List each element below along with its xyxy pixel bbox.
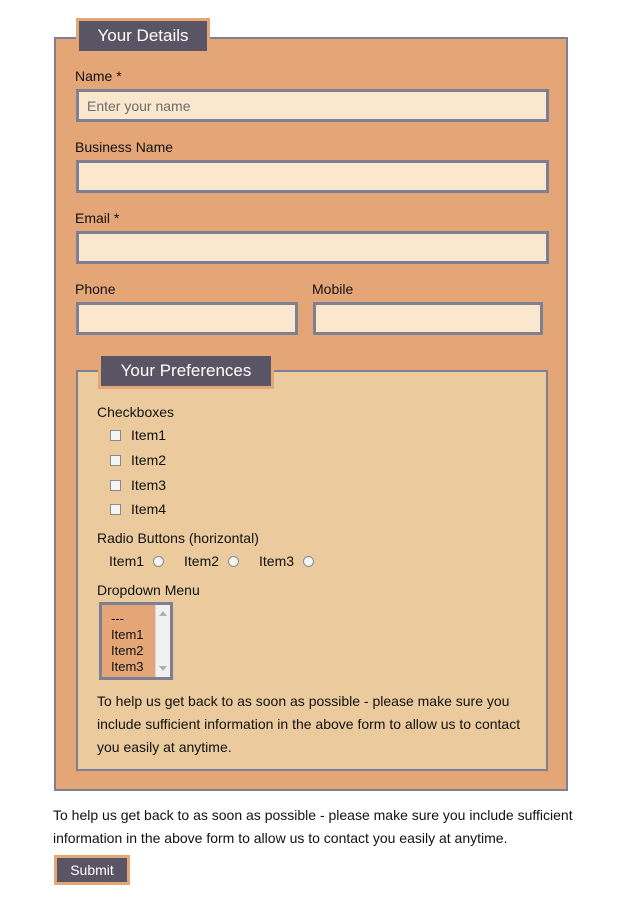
submit-button[interactable]: Submit — [54, 855, 130, 885]
checkbox-item2-label: Item2 — [131, 452, 167, 468]
email-label: Email * — [75, 210, 120, 226]
dropdown-menu-listbox[interactable] — [99, 602, 173, 680]
radio-option-item2 — [184, 553, 239, 569]
radio-item2-label: Item2 — [184, 553, 220, 569]
preferences-help-text: To help us get back to as soon as possible - please make sure you include sufficient information in the above form to allow us to contact you easily at anytime. — [97, 693, 521, 755]
checkbox-item3[interactable] — [110, 480, 121, 491]
dropdown-menu-label: Dropdown Menu — [97, 582, 200, 598]
radio-option-item3 — [259, 553, 314, 569]
name-label: Name * — [75, 68, 122, 84]
your-preferences-legend: Your Preferences — [98, 353, 274, 389]
scroll-up-arrow-icon[interactable] — [159, 611, 167, 616]
checkbox-item4-label: Item4 — [131, 501, 167, 517]
radio-item3[interactable] — [303, 556, 314, 567]
mobile-input[interactable] — [313, 302, 543, 335]
radio-option-item1 — [109, 553, 164, 569]
phone-label: Phone — [75, 281, 116, 297]
radio-item3-label: Item3 — [259, 553, 295, 569]
checkbox-row-item4 — [110, 501, 166, 517]
dropdown-option-blank[interactable]: --- — [111, 611, 124, 626]
dropdown-option-item3[interactable]: Item3 — [111, 659, 144, 674]
dropdown-option-item2[interactable]: Item2 — [111, 643, 144, 658]
mobile-label: Mobile — [312, 281, 354, 297]
checkboxes-label: Checkboxes — [97, 404, 175, 420]
business-name-label: Business Name — [75, 139, 174, 155]
checkbox-item4[interactable] — [110, 504, 121, 515]
dropdown-option-item1[interactable]: Item1 — [111, 627, 144, 642]
business-name-input[interactable] — [76, 160, 549, 193]
checkbox-row-item1 — [110, 427, 166, 443]
checkbox-item1-label: Item1 — [131, 427, 167, 443]
radio-item1-label: Item1 — [109, 553, 145, 569]
your-details-legend: Your Details — [76, 18, 210, 54]
phone-input[interactable] — [76, 302, 298, 335]
checkbox-item3-label: Item3 — [131, 477, 167, 493]
scroll-down-arrow-icon[interactable] — [159, 666, 167, 671]
listbox-scrollbar[interactable] — [155, 605, 170, 677]
name-input[interactable] — [76, 89, 549, 122]
radio-buttons-label: Radio Buttons (horizontal) — [97, 530, 259, 546]
checkbox-row-item2 — [110, 452, 166, 468]
checkbox-item1[interactable] — [110, 430, 121, 441]
page-help-text: To help us get back to as soon as possible - please make sure you include sufficient information in the above form to allow us to contact you easily at anytime. — [53, 807, 573, 846]
radio-group — [109, 553, 334, 569]
checkbox-item2[interactable] — [110, 455, 121, 466]
email-input[interactable] — [76, 231, 549, 264]
checkbox-row-item3 — [110, 477, 166, 493]
radio-item2[interactable] — [228, 556, 239, 567]
radio-item1[interactable] — [153, 556, 164, 567]
